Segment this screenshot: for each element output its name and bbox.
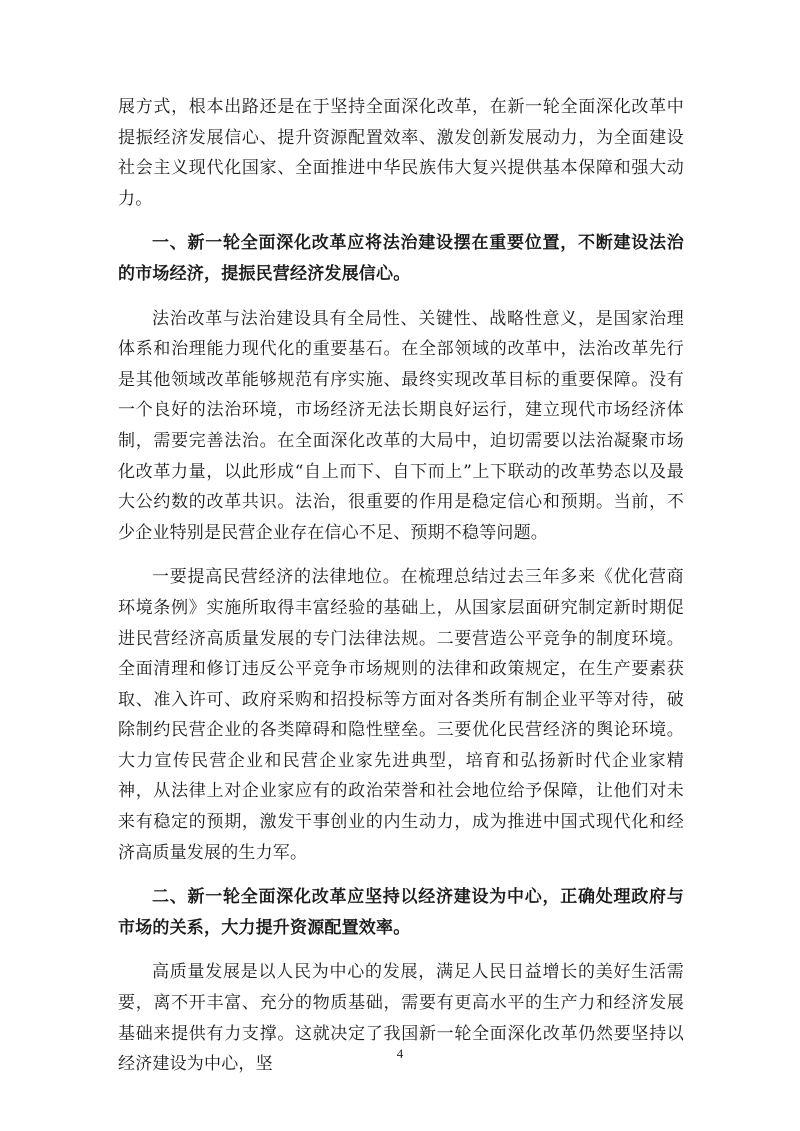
paragraph-rule-of-law: 法治改革与法治建设具有全局性、关键性、战略性意义，是国家治理体系和治理能力现代化的重要基石。在全部领域的改革中，法治改革先行是其他领域改革能够规范有序实施、最终实现改革目标的重要保障。没有一个良好的法治环境，市场经济无法长期良好运行，建立现代市场经济体制，需要完善法治。在全面深化改革的大局中，迫切需要以法治凝聚市场化改革力量，以此形成“自上而下、自下而上”上下联动的改革势态以及最大公约数的改革共识。法治，很重要的作用是稳定信心和预期。当前，不少企业特别是民营企业存在信心不足、预期不稳等问题。 [118, 308, 684, 543]
section-heading-1: 一、新一轮全面深化改革应将法治建设摆在重要位置，不断建设法治的市场经济，提振民营经济发展信心。 [118, 233, 684, 284]
document-body [118, 92, 684, 1094]
page-number: 4 [396, 1046, 404, 1061]
section-heading-2: 二、新一轮全面深化改革应坚持以经济建设为中心，正确处理政府与市场的关系，大力提升资源配置效率。 [118, 887, 684, 938]
paragraph-high-quality-development: 高质量发展是以人民为中心的发展，满足人民日益增长的美好生活需要，离不开丰富、充分的物质基础，需要有更高水平的生产力和经济发展基础来提供有力支撑。这就决定了我国新一轮全面深化改革仍然要坚持以经济建设为中心，坚 [118, 962, 684, 1075]
paragraph-continuation: 展方式，根本出路还是在于坚持全面深化改革，在新一轮全面深化改革中提振经济发展信心、提升资源配置效率、激发创新发展动力，为全面建设社会主义现代化国家、全面推进中华民族伟大复兴提供基本保障和强大动力。 [118, 97, 684, 209]
paragraph-private-economy-measures: 一要提高民营经济的法律地位。在梳理总结过去三年多来《优化营商环境条例》实施所取得丰富经验的基础上，从国家层面研究制定新时期促进民营经济高质量发展的专门法律法规。二要营造公平竞争的制度环境。全面清理和修订违反公平竞争市场规则的法律和政策规定，在生产要素获取、准入许可、政府采购和招投标等方面对各类所有制企业平等对待，破除制约民营企业的各类障碍和隐性壁垒。三要优化民营经济的舆论环境。大力宣传民营企业和民营企业家先进典型，培育和弘扬新时代企业家精神，从法律上对企业家应有的政治荣誉和社会地位给予保障，让他们对未来有稳定的预期，激发干事创业的内生动力，成为推进中国式现代化和经济高质量发展的生力军。 [118, 567, 684, 863]
